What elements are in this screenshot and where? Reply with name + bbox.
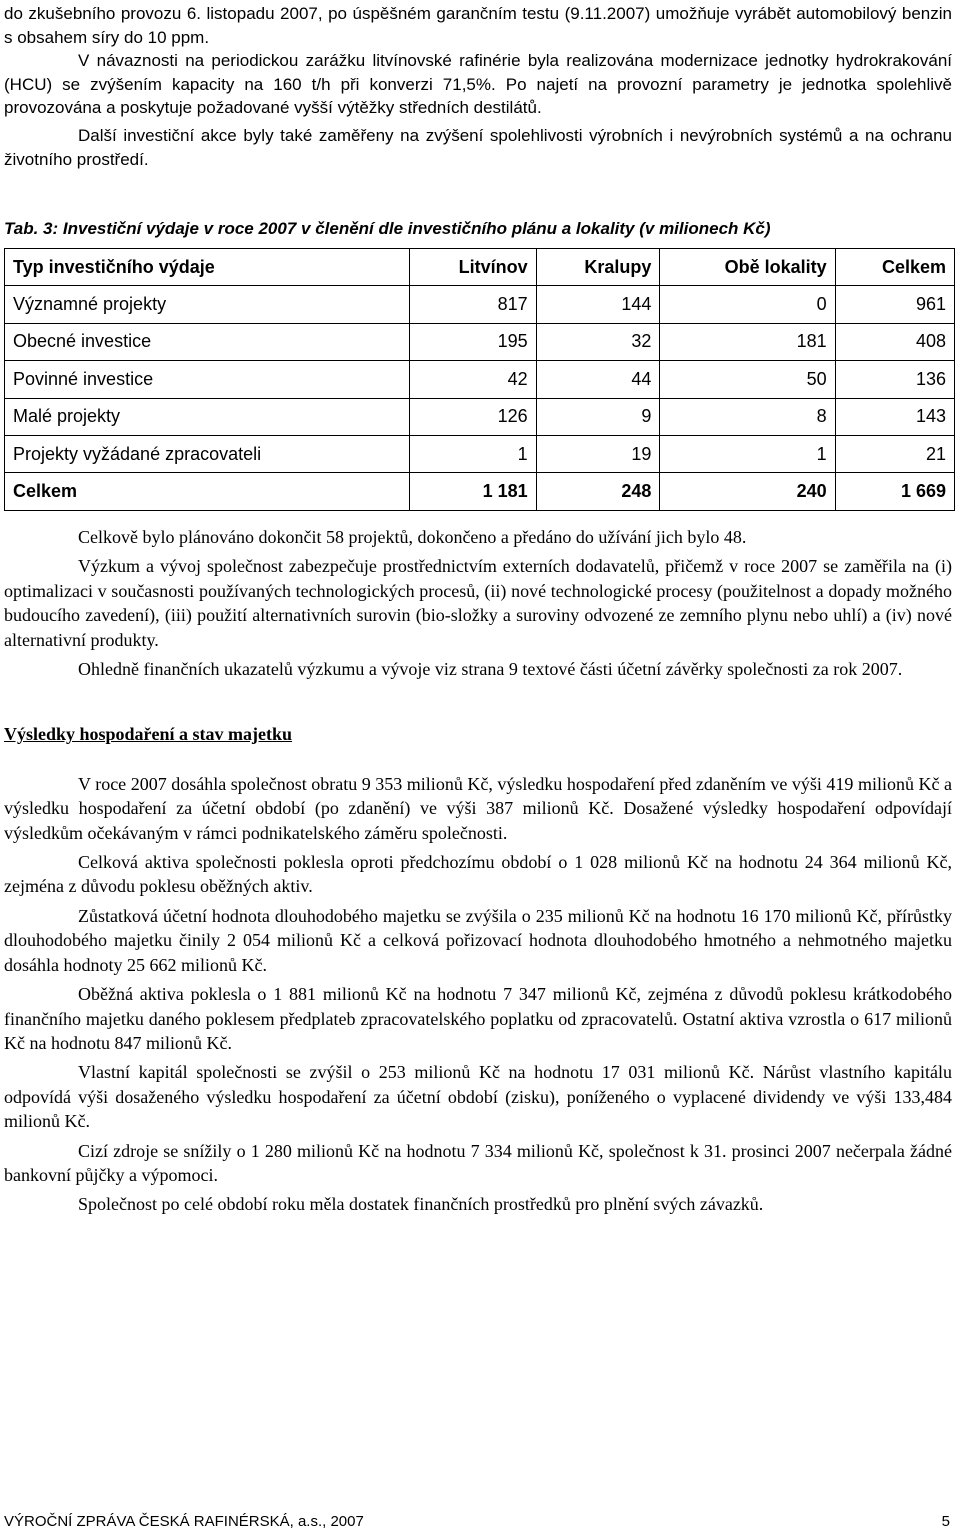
body-paragraph-3: Ohledně finančních ukazatelů výzkumu a vývoje viz strana 9 textové části účetní závěrky společnosti za rok 2007. bbox=[78, 659, 903, 680]
body-paragraph-2: Výzkum a vývoj společnost zabezpečuje prostřednictvím externích dodavatelů, přičemž v roce 2007 se zaměřila na (i) optimalizaci v současnosti používaných technologických procesů, (ii) nové technologické procesy (použitelnost a dopady možného budoucího zavedení), (iii) použití alternativních surovin (bio-složky a suroviny odvozené ze zemního plynu nebo uhlí) a (iv) nové alternativní produkty. bbox=[4, 556, 952, 650]
table-caption-prefix: Tab. 3: bbox=[4, 219, 59, 238]
table-total-row bbox=[5, 473, 955, 510]
row-label: Projekty vyžádané zpracovateli bbox=[5, 435, 410, 472]
total-kralupy: 248 bbox=[536, 473, 660, 510]
total-both: 240 bbox=[660, 473, 835, 510]
cell-total: 136 bbox=[835, 361, 954, 398]
body-paragraph-5: Celková aktiva společnosti poklesla oproti předchozímu období o 1 028 milionů Kč na hodnotu 24 364 milionů Kč, zejména z důvodu poklesu oběžných aktiv. bbox=[4, 852, 952, 897]
cell-kralupy: 44 bbox=[536, 361, 660, 398]
body-paragraph-6: Zůstatková účetní hodnota dlouhodobého majetku se zvýšila o 235 milionů Kč na hodnotu 16 170 milionů Kč, přírůstky dlouhodobého majetku činily 2 054 milionů Kč a celková pořizovací hodnota dlouhodobého hmotného a nehmotného majetku dosáhla hodnoty 25 662 milionů Kč. bbox=[4, 905, 952, 975]
cell-litvinov: 126 bbox=[410, 398, 537, 435]
table-row bbox=[5, 435, 955, 472]
body-section bbox=[4, 525, 952, 1217]
investment-table bbox=[4, 248, 955, 511]
body-paragraph-1: Celkově bylo plánováno dokončit 58 projektů, dokončeno a předáno do užívání jich bylo 48. bbox=[78, 527, 747, 547]
intro-paragraph-3: Další investiční akce byly také zaměřeny na zvýšení spolehlivosti výrobních i nevýrobních systémů a na ochranu životního prostředí. bbox=[4, 125, 952, 169]
table-caption bbox=[4, 219, 956, 239]
cell-litvinov: 817 bbox=[410, 286, 537, 323]
header-litvinov: Litvínov bbox=[410, 249, 537, 286]
cell-kralupy: 19 bbox=[536, 435, 660, 472]
cell-total: 961 bbox=[835, 286, 954, 323]
intro-paragraph-1: do zkušebního provozu 6. listopadu 2007, po úspěšném garančním testu (9.11.2007) umožňuje vyrábět automobilový benzin s obsahem síry do 10 ppm. bbox=[4, 4, 952, 47]
cell-kralupy: 9 bbox=[536, 398, 660, 435]
cell-both: 8 bbox=[660, 398, 835, 435]
cell-kralupy: 32 bbox=[536, 323, 660, 360]
table-caption-text: Investiční výdaje v roce 2007 v členění dle investičního plánu a lokality (v milionech Kč) bbox=[58, 219, 771, 238]
total-total: 1 669 bbox=[835, 473, 954, 510]
cell-total: 143 bbox=[835, 398, 954, 435]
cell-both: 0 bbox=[660, 286, 835, 323]
footer-title: VÝROČNÍ ZPRÁVA ČESKÁ RAFINÉRSKÁ, a.s., 2007 bbox=[4, 1513, 364, 1530]
intro-section bbox=[4, 2, 952, 171]
cell-litvinov: 195 bbox=[410, 323, 537, 360]
cell-total: 21 bbox=[835, 435, 954, 472]
row-label: Povinné investice bbox=[5, 361, 410, 398]
row-label: Významné projekty bbox=[5, 286, 410, 323]
header-type: Typ investičního výdaje bbox=[5, 249, 410, 286]
row-label: Obecné investice bbox=[5, 323, 410, 360]
cell-both: 181 bbox=[660, 323, 835, 360]
cell-total: 408 bbox=[835, 323, 954, 360]
row-label: Malé projekty bbox=[5, 398, 410, 435]
table-row bbox=[5, 398, 955, 435]
header-both: Obě lokality bbox=[660, 249, 835, 286]
cell-litvinov: 1 bbox=[410, 435, 537, 472]
total-label: Celkem bbox=[5, 473, 410, 510]
cell-both: 50 bbox=[660, 361, 835, 398]
table-header-row bbox=[5, 249, 955, 286]
body-paragraph-9: Cizí zdroje se snížily o 1 280 milionů Kč na hodnotu 7 334 milionů Kč, společnost k 31. prosinci 2007 nečerpala žádné bankovní půjčky a výpomoci. bbox=[4, 1140, 952, 1185]
header-total: Celkem bbox=[835, 249, 954, 286]
cell-litvinov: 42 bbox=[410, 361, 537, 398]
body-paragraph-7: Oběžná aktiva poklesla o 1 881 milionů Kč na hodnotu 7 347 milionů Kč, zejména z důvodů poklesu krátkodobého finančního majetku daného poklesem předplateb zpracovatelského poplatku od zpracovatelů. Ostatní aktiva vzrostla o 617 milionů Kč na hodnotu 847 milionů Kč. bbox=[4, 984, 952, 1053]
table-row bbox=[5, 286, 955, 323]
page-footer bbox=[4, 1513, 950, 1530]
page-number: 5 bbox=[941, 1513, 950, 1530]
body-paragraph-8: Vlastní kapitál společnosti se zvýšil o 253 milionů Kč na hodnotu 17 031 milionů Kč. Nárůst vlastního kapitálu odpovídá výši dosaženého výsledku hospodaření za účetní období (zisku), poníženého o vyplacené dividendy ve výši 133,484 milionů Kč. bbox=[4, 1062, 952, 1132]
body-paragraph-10: Společnost po celé období roku měla dostatek finančních prostředků pro plnění svých závazků. bbox=[78, 1194, 764, 1215]
header-kralupy: Kralupy bbox=[536, 249, 660, 286]
section-heading: Výsledky hospodaření a stav majetku bbox=[4, 724, 293, 745]
body-paragraph-4: V roce 2007 dosáhla společnost obratu 9 353 milionů Kč, výsledku hospodaření před zdaněním ve výši 419 milionů Kč a výsledku hospodaření za účetní období (po zdanění) ve výši 387 milionů Kč. Dosažené výsledky hospodaření odpovídají výsledkům očekávaným v rámci podnikatelského záměru společnosti. bbox=[4, 773, 952, 843]
table-row bbox=[5, 323, 955, 360]
table-row bbox=[5, 361, 955, 398]
total-litvinov: 1 181 bbox=[410, 473, 537, 510]
intro-paragraph-2: V návaznosti na periodickou zarážku litvínovské rafinérie byla realizována modernizace jednotky hydrokrakování (HCU) se zvýšením kapacity na 160 t/h při konverzi 71,5%. Po najetí na provozní parametry je jednotka spolehlivě provozována a poskytuje požadované vyšší výtěžky středních destilátů. bbox=[4, 51, 952, 118]
cell-both: 1 bbox=[660, 435, 835, 472]
cell-kralupy: 144 bbox=[536, 286, 660, 323]
